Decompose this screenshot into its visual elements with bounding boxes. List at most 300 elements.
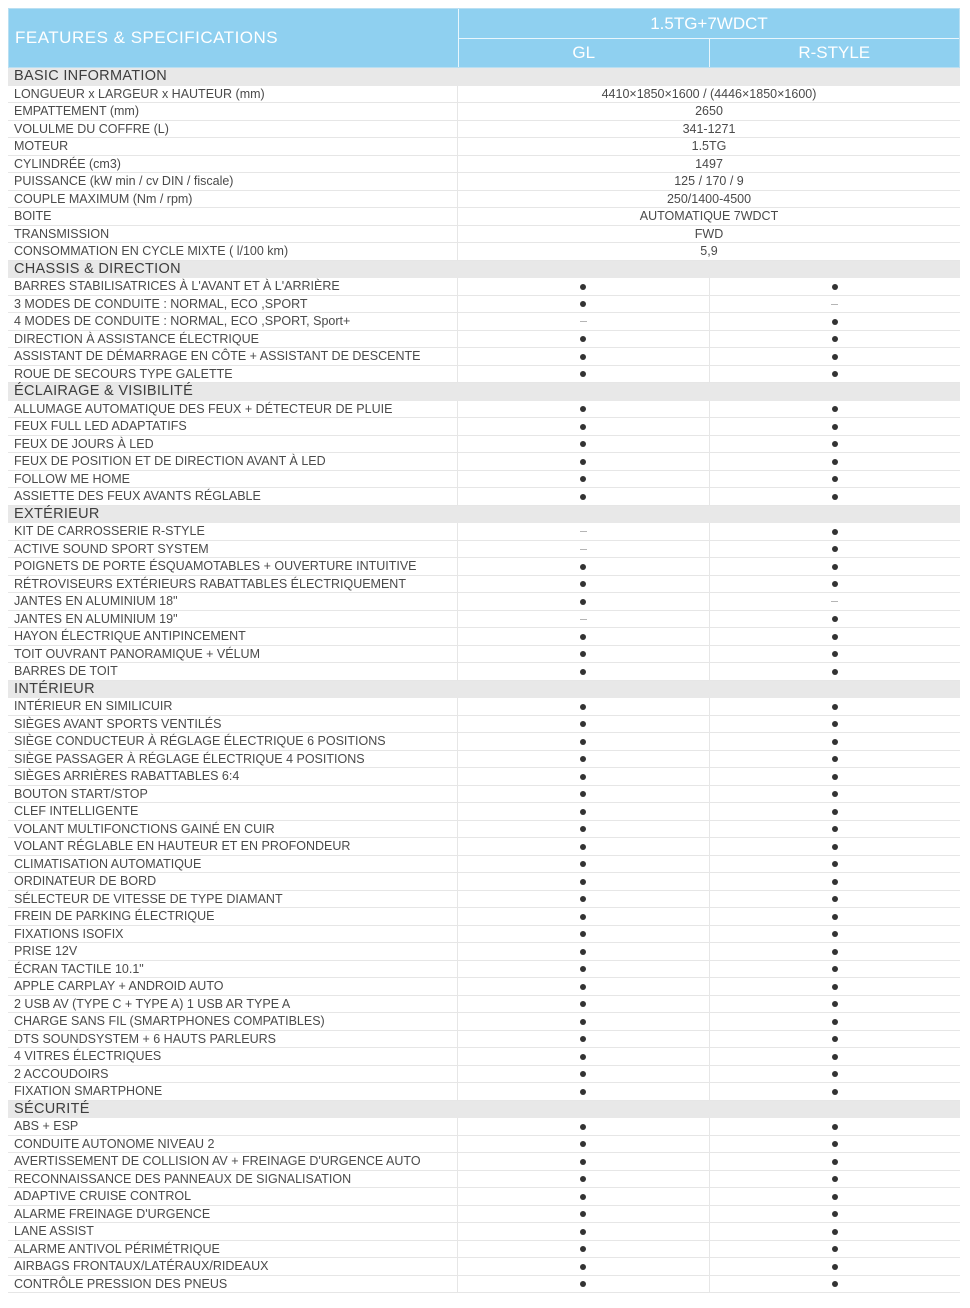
standard-dot-icon [832, 1264, 838, 1270]
gl-availability-cell [458, 733, 710, 750]
spec-label: EMPATTEMENT (mm) [8, 103, 458, 120]
spec-label: CONDUITE AUTONOME NIVEAU 2 [8, 1136, 458, 1153]
spec-label: 2 ACCOUDOIRS [8, 1066, 458, 1083]
spec-row [8, 856, 960, 874]
spec-row [8, 698, 960, 716]
rstyle-availability-cell [710, 978, 961, 995]
standard-dot-icon [832, 354, 838, 360]
gl-availability-cell [458, 1118, 710, 1135]
standard-dot-icon [580, 354, 586, 360]
standard-dot-icon [580, 1211, 586, 1217]
gl-availability-cell [458, 401, 710, 418]
spec-label: VOLANT MULTIFONCTIONS GAINÉ EN CUIR [8, 821, 458, 838]
spec-label: ASSISTANT DE DÉMARRAGE EN CÔTE + ASSISTANT DE DESCENTE [8, 348, 458, 365]
gl-availability-cell [458, 1276, 710, 1293]
standard-dot-icon [580, 1124, 586, 1130]
standard-dot-icon [832, 494, 838, 500]
gl-availability-cell [458, 348, 710, 365]
spec-row [8, 488, 960, 506]
gl-availability-cell [458, 576, 710, 593]
spec-row [8, 331, 960, 349]
spec-label: APPLE CARPLAY + ANDROID AUTO [8, 978, 458, 995]
engine-label: 1.5TG+7WDCT [459, 9, 959, 39]
rstyle-availability-cell [710, 278, 961, 295]
standard-dot-icon [580, 809, 586, 815]
rstyle-availability-cell [710, 1118, 961, 1135]
rstyle-availability-cell [710, 313, 961, 330]
spec-label: BARRES DE TOIT [8, 663, 458, 680]
spec-label: 3 MODES DE CONDUITE : NORMAL, ECO ,SPORT [8, 296, 458, 313]
rstyle-availability-cell [710, 1083, 961, 1100]
spec-label: FEUX DE POSITION ET DE DIRECTION AVANT À LED [8, 453, 458, 470]
gl-availability-cell [458, 786, 710, 803]
spec-label: ALARME ANTIVOL PÉRIMÉTRIQUE [8, 1241, 458, 1258]
gl-availability-cell [458, 628, 710, 645]
spec-row [8, 541, 960, 559]
gl-availability-cell [458, 1136, 710, 1153]
rstyle-availability-cell [710, 873, 961, 890]
gl-availability-cell [458, 1083, 710, 1100]
standard-dot-icon [832, 756, 838, 762]
rstyle-availability-cell [710, 856, 961, 873]
gl-availability-cell [458, 558, 710, 575]
spec-row [8, 961, 960, 979]
spec-row [8, 1136, 960, 1154]
spec-value: 4410×1850×1600 / (4446×1850×1600) [601, 86, 817, 101]
not-available-dash-icon [831, 601, 838, 602]
standard-dot-icon [832, 949, 838, 955]
spec-value: FWD [694, 226, 724, 241]
spec-row [8, 751, 960, 769]
spec-row [8, 1066, 960, 1084]
standard-dot-icon [832, 809, 838, 815]
not-available-dash-icon [580, 321, 587, 322]
rstyle-availability-cell [710, 523, 961, 540]
rstyle-availability-cell [710, 803, 961, 820]
spec-label: MOTEUR [8, 138, 458, 155]
rstyle-availability-cell [710, 418, 961, 435]
spec-row [8, 1013, 960, 1031]
rstyle-availability-cell [710, 961, 961, 978]
gl-availability-cell [458, 891, 710, 908]
gl-availability-cell [458, 1066, 710, 1083]
spec-label: VOLANT RÉGLABLE EN HAUTEUR ET EN PROFONDEUR [8, 838, 458, 855]
rstyle-availability-cell [710, 1013, 961, 1030]
spec-row [8, 1276, 960, 1294]
standard-dot-icon [832, 1194, 838, 1200]
gl-availability-cell [458, 1171, 710, 1188]
rstyle-availability-cell [710, 453, 961, 470]
standard-dot-icon [832, 1019, 838, 1025]
spec-row [8, 908, 960, 926]
rstyle-availability-cell [710, 1241, 961, 1258]
spec-label: TOIT OUVRANT PANORAMIQUE + VÉLUM [8, 646, 458, 663]
spec-row [8, 1171, 960, 1189]
standard-dot-icon [580, 1019, 586, 1025]
gl-availability-cell [458, 331, 710, 348]
gl-availability-cell [458, 646, 710, 663]
standard-dot-icon [832, 879, 838, 885]
standard-dot-icon [580, 704, 586, 710]
standard-dot-icon [580, 284, 586, 290]
rstyle-availability-cell [710, 436, 961, 453]
spec-row [8, 943, 960, 961]
spec-row [8, 1206, 960, 1224]
spec-label: CLEF INTELLIGENTE [8, 803, 458, 820]
spec-label: ALLUMAGE AUTOMATIQUE DES FEUX + DÉTECTEUR DE PLUIE [8, 401, 458, 418]
gl-availability-cell [458, 523, 710, 540]
spec-row [8, 996, 960, 1014]
standard-dot-icon [580, 861, 586, 867]
spec-label: ALARME FREINAGE D'URGENCE [8, 1206, 458, 1223]
spec-row [8, 226, 960, 244]
spec-row [8, 786, 960, 804]
spec-row [8, 873, 960, 891]
standard-dot-icon [580, 826, 586, 832]
standard-dot-icon [832, 1141, 838, 1147]
spec-label: 4 MODES DE CONDUITE : NORMAL, ECO ,SPORT, Sport+ [8, 313, 458, 330]
spec-value: 5,9 [700, 244, 718, 258]
spec-row [8, 646, 960, 664]
standard-dot-icon [832, 669, 838, 675]
rstyle-availability-cell [710, 1153, 961, 1170]
rstyle-availability-cell [710, 541, 961, 558]
rstyle-availability-cell [710, 1048, 961, 1065]
standard-dot-icon [832, 459, 838, 465]
standard-dot-icon [580, 1281, 586, 1287]
standard-dot-icon [580, 599, 586, 605]
table-header [8, 8, 960, 68]
standard-dot-icon [832, 651, 838, 657]
spec-label: RECONNAISSANCE DES PANNEAUX DE SIGNALISATION [8, 1171, 458, 1188]
spec-label: 2 USB AV (TYPE C + TYPE A) 1 USB AR TYPE A [8, 996, 458, 1013]
gl-availability-cell [458, 453, 710, 470]
spec-label: LONGUEUR x LARGEUR x HAUTEUR (mm) [8, 86, 458, 103]
standard-dot-icon [832, 336, 838, 342]
standard-dot-icon [580, 1194, 586, 1200]
spec-row [8, 366, 960, 384]
rstyle-availability-cell [710, 576, 961, 593]
standard-dot-icon [580, 1071, 586, 1077]
gl-availability-cell [458, 873, 710, 890]
standard-dot-icon [832, 1159, 838, 1165]
rstyle-availability-cell [710, 1066, 961, 1083]
rstyle-availability-cell [710, 611, 961, 628]
standard-dot-icon [832, 476, 838, 482]
standard-dot-icon [832, 546, 838, 552]
spec-label: JANTES EN ALUMINIUM 18" [8, 593, 458, 610]
standard-dot-icon [832, 634, 838, 640]
rstyle-availability-cell [710, 296, 961, 313]
standard-dot-icon [580, 966, 586, 972]
spec-row [8, 891, 960, 909]
rstyle-availability-cell [710, 733, 961, 750]
spec-label: JANTES EN ALUMINIUM 19" [8, 611, 458, 628]
spec-label: SIÈGE CONDUCTEUR À RÉGLAGE ÉLECTRIQUE 6 POSITIONS [8, 733, 458, 750]
standard-dot-icon [580, 1141, 586, 1147]
rstyle-availability-cell [710, 716, 961, 733]
standard-dot-icon [832, 529, 838, 535]
standard-dot-icon [832, 704, 838, 710]
rstyle-availability-cell [710, 471, 961, 488]
spec-label: ROUE DE SECOURS TYPE GALETTE [8, 366, 458, 383]
standard-dot-icon [832, 1281, 838, 1287]
standard-dot-icon [580, 756, 586, 762]
standard-dot-icon [832, 1036, 838, 1042]
standard-dot-icon [580, 441, 586, 447]
not-available-dash-icon [831, 304, 838, 305]
spec-row [8, 418, 960, 436]
rstyle-availability-cell [710, 926, 961, 943]
rstyle-availability-cell [710, 1171, 961, 1188]
standard-dot-icon [580, 1089, 586, 1095]
spec-label: POIGNETS DE PORTE ÉSQUAMOTABLES + OUVERTURE INTUITIVE [8, 558, 458, 575]
spec-label: CHARGE SANS FIL (SMARTPHONES COMPATIBLES) [8, 1013, 458, 1030]
trim-columns [459, 39, 959, 67]
standard-dot-icon [580, 721, 586, 727]
spec-label: COUPLE MAXIMUM (Nm / rpm) [8, 191, 458, 208]
spec-label: 4 VITRES ÉLECTRIQUES [8, 1048, 458, 1065]
spec-label: FREIN DE PARKING ÉLECTRIQUE [8, 908, 458, 925]
rstyle-availability-cell [710, 488, 961, 505]
rstyle-availability-cell [710, 768, 961, 785]
gl-availability-cell [458, 1031, 710, 1048]
spec-label: SIÈGE PASSAGER À RÉGLAGE ÉLECTRIQUE 4 POSITIONS [8, 751, 458, 768]
spec-label: SÉLECTEUR DE VITESSE DE TYPE DIAMANT [8, 891, 458, 908]
spec-row [8, 401, 960, 419]
spec-row [8, 1118, 960, 1136]
rstyle-availability-cell [710, 698, 961, 715]
spec-row [8, 1083, 960, 1101]
section-header: ÉCLAIRAGE & VISIBILITÉ [8, 383, 960, 401]
standard-dot-icon [832, 984, 838, 990]
gl-availability-cell [458, 908, 710, 925]
standard-dot-icon [832, 1001, 838, 1007]
spec-row [8, 1048, 960, 1066]
spec-row [8, 628, 960, 646]
spec-value: 1.5TG [691, 139, 727, 153]
spec-label: ACTIVE SOUND SPORT SYSTEM [8, 541, 458, 558]
rstyle-availability-cell [710, 1223, 961, 1240]
spec-label: AVERTISSEMENT DE COLLISION AV + FREINAGE D'URGENCE AUTO [8, 1153, 458, 1170]
spec-value: 250/1400-4500 [666, 191, 752, 206]
spec-value: 341-1271 [682, 121, 736, 136]
spec-row [8, 173, 960, 191]
standard-dot-icon [580, 879, 586, 885]
not-available-dash-icon [580, 549, 587, 550]
spec-row [8, 313, 960, 331]
spec-row [8, 733, 960, 751]
rstyle-availability-cell [710, 401, 961, 418]
standard-dot-icon [580, 634, 586, 640]
spec-label: SIÈGES ARRIÈRES RABATTABLES 6:4 [8, 768, 458, 785]
standard-dot-icon [580, 774, 586, 780]
standard-dot-icon [832, 564, 838, 570]
spec-value: AUTOMATIQUE 7WDCT [639, 209, 779, 223]
gl-availability-cell [458, 366, 710, 383]
standard-dot-icon [832, 931, 838, 937]
spec-row [8, 191, 960, 209]
gl-availability-cell [458, 541, 710, 558]
spec-row [8, 838, 960, 856]
trim-rstyle-label: R-STYLE [798, 43, 871, 62]
gl-availability-cell [458, 278, 710, 295]
standard-dot-icon [832, 1124, 838, 1130]
spec-label: PUISSANCE (kW min / cv DIN / fiscale) [8, 173, 458, 190]
header-columns [459, 9, 959, 67]
standard-dot-icon [580, 494, 586, 500]
spec-label: CONTRÔLE PRESSION DES PNEUS [8, 1276, 458, 1293]
standard-dot-icon [832, 1229, 838, 1235]
spec-label: INTÉRIEUR EN SIMILICUIR [8, 698, 458, 715]
spec-row [8, 1031, 960, 1049]
spec-row [8, 121, 960, 139]
spec-label: BARRES STABILISATRICES À L'AVANT ET À L'ARRIÈRE [8, 278, 458, 295]
standard-dot-icon [832, 424, 838, 430]
spec-label: AIRBAGS FRONTAUX/LATÉRAUX/RIDEAUX [8, 1258, 458, 1275]
spec-row [8, 453, 960, 471]
spec-row [8, 1223, 960, 1241]
standard-dot-icon [832, 1054, 838, 1060]
standard-dot-icon [580, 1229, 586, 1235]
spec-label: DIRECTION À ASSISTANCE ÉLECTRIQUE [8, 331, 458, 348]
spec-label: ÉCRAN TACTILE 10.1" [8, 961, 458, 978]
standard-dot-icon [580, 581, 586, 587]
spec-label: FIXATION SMARTPHONE [8, 1083, 458, 1100]
standard-dot-icon [832, 844, 838, 850]
spec-row [8, 576, 960, 594]
rstyle-availability-cell [710, 1136, 961, 1153]
standard-dot-icon [580, 1176, 586, 1182]
gl-availability-cell [458, 926, 710, 943]
spec-label: ABS + ESP [8, 1118, 458, 1135]
gl-availability-cell [458, 838, 710, 855]
standard-dot-icon [832, 1176, 838, 1182]
rstyle-availability-cell [710, 1258, 961, 1275]
spec-label: RÉTROVISEURS EXTÉRIEURS RABATTABLES ÉLECTRIQUEMENT [8, 576, 458, 593]
section-header: EXTÉRIEUR [8, 506, 960, 524]
spec-label: CONSOMMATION EN CYCLE MIXTE ( l/100 km) [8, 243, 458, 260]
table-title: FEATURES & SPECIFICATIONS [9, 9, 459, 67]
rstyle-availability-cell [710, 558, 961, 575]
standard-dot-icon [580, 424, 586, 430]
spec-row [8, 296, 960, 314]
gl-availability-cell [458, 1048, 710, 1065]
rstyle-availability-cell [710, 908, 961, 925]
standard-dot-icon [832, 581, 838, 587]
spec-row [8, 138, 960, 156]
standard-dot-icon [580, 1246, 586, 1252]
standard-dot-icon [832, 1071, 838, 1077]
standard-dot-icon [580, 1036, 586, 1042]
gl-availability-cell [458, 751, 710, 768]
rstyle-availability-cell [710, 996, 961, 1013]
section-header: INTÉRIEUR [8, 681, 960, 699]
gl-availability-cell [458, 313, 710, 330]
spec-label: ASSIETTE DES FEUX AVANTS RÉGLABLE [8, 488, 458, 505]
spec-row [8, 926, 960, 944]
gl-availability-cell [458, 943, 710, 960]
spec-value: 1497 [695, 156, 723, 171]
spec-row [8, 1241, 960, 1259]
spec-row [8, 348, 960, 366]
standard-dot-icon [832, 319, 838, 325]
standard-dot-icon [832, 441, 838, 447]
rstyle-availability-cell [710, 786, 961, 803]
standard-dot-icon [832, 1089, 838, 1095]
gl-availability-cell [458, 978, 710, 995]
gl-availability-cell [458, 488, 710, 505]
gl-availability-cell [458, 593, 710, 610]
standard-dot-icon [832, 896, 838, 902]
standard-dot-icon [832, 826, 838, 832]
standard-dot-icon [580, 476, 586, 482]
gl-availability-cell [458, 821, 710, 838]
spec-row [8, 1258, 960, 1276]
spec-sheet [8, 8, 960, 1293]
not-available-dash-icon [580, 619, 587, 620]
standard-dot-icon [580, 336, 586, 342]
spec-label: FOLLOW ME HOME [8, 471, 458, 488]
spec-row [8, 803, 960, 821]
standard-dot-icon [832, 721, 838, 727]
standard-dot-icon [580, 301, 586, 307]
standard-dot-icon [580, 1001, 586, 1007]
not-available-dash-icon [580, 531, 587, 532]
rstyle-availability-cell [710, 1276, 961, 1293]
gl-availability-cell [458, 856, 710, 873]
rstyle-availability-cell [710, 646, 961, 663]
spec-row [8, 663, 960, 681]
gl-availability-cell [458, 768, 710, 785]
gl-availability-cell [458, 296, 710, 313]
gl-availability-cell [458, 716, 710, 733]
spec-row [8, 523, 960, 541]
gl-availability-cell [458, 1013, 710, 1030]
rstyle-availability-cell [710, 348, 961, 365]
standard-dot-icon [832, 1246, 838, 1252]
standard-dot-icon [832, 371, 838, 377]
standard-dot-icon [832, 406, 838, 412]
rstyle-availability-cell [710, 821, 961, 838]
standard-dot-icon [580, 564, 586, 570]
gl-availability-cell [458, 611, 710, 628]
standard-dot-icon [832, 1211, 838, 1217]
standard-dot-icon [832, 914, 838, 920]
spec-row [8, 593, 960, 611]
spec-row [8, 436, 960, 454]
spec-row [8, 716, 960, 734]
standard-dot-icon [832, 861, 838, 867]
spec-row [8, 1153, 960, 1171]
rstyle-availability-cell [710, 1206, 961, 1223]
spec-label: ORDINATEUR DE BORD [8, 873, 458, 890]
spec-value: 125 / 170 / 9 [674, 174, 744, 188]
spec-label: FIXATIONS ISOFIX [8, 926, 458, 943]
spec-row [8, 103, 960, 121]
spec-value: 2650 [695, 104, 723, 118]
standard-dot-icon [580, 1054, 586, 1060]
spec-label: SIÈGES AVANT SPORTS VENTILÉS [8, 716, 458, 733]
spec-label: BOITE [8, 208, 458, 225]
spec-row [8, 471, 960, 489]
section-header: BASIC INFORMATION [8, 68, 960, 86]
spec-label: KIT DE CARROSSERIE R-STYLE [8, 523, 458, 540]
rstyle-availability-cell [710, 891, 961, 908]
gl-availability-cell [458, 1188, 710, 1205]
standard-dot-icon [580, 406, 586, 412]
spec-row [8, 821, 960, 839]
